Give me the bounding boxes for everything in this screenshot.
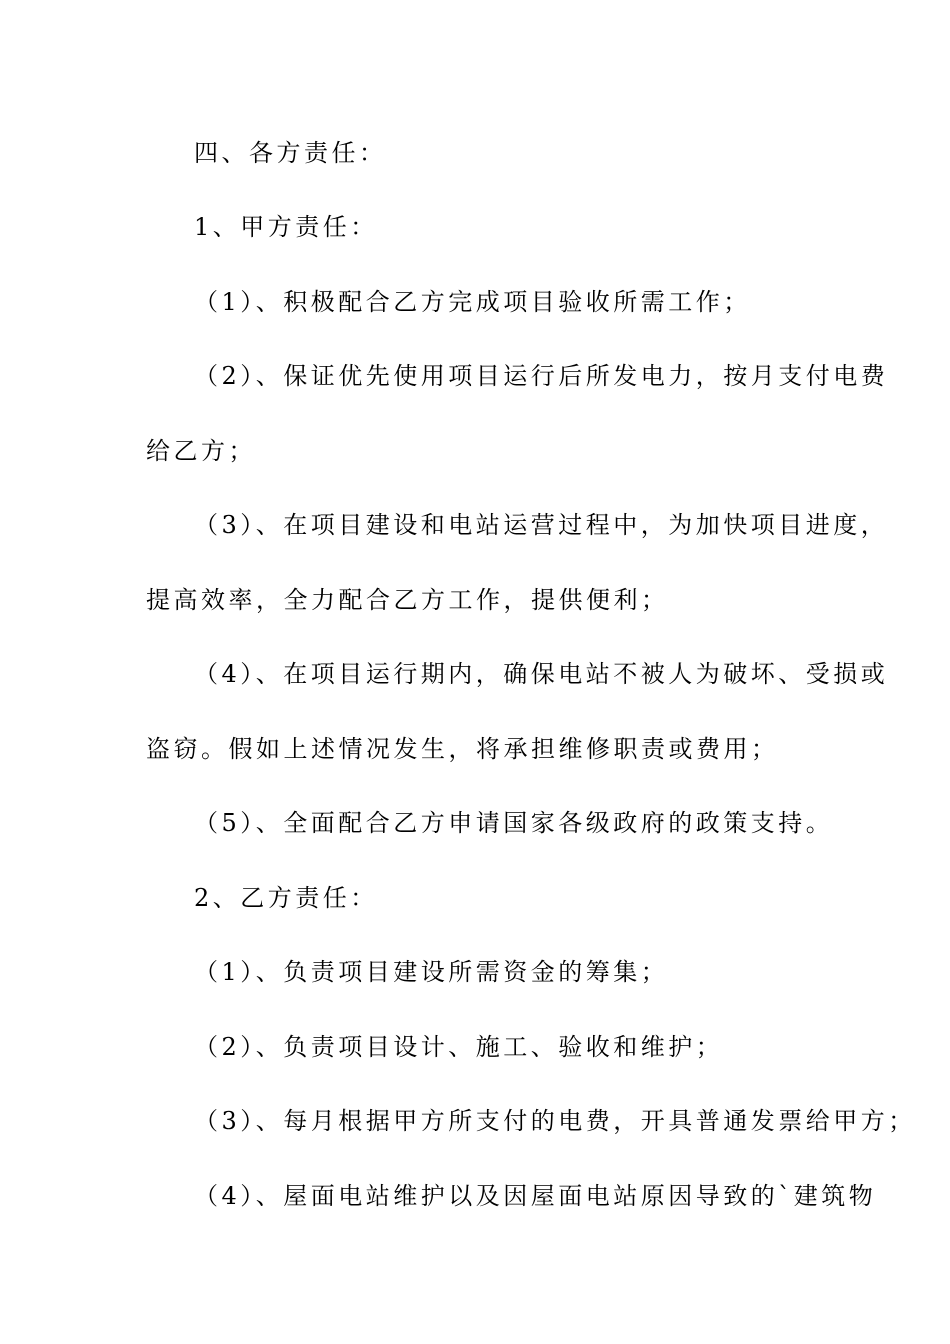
paragraph-line: （2）、保证优先使用项目运行后所发电力，按月支付电费 [194, 362, 889, 390]
paragraph-line: （1）、积极配合乙方完成项目验收所需工作； [194, 288, 751, 316]
paragraph-line: （1）、负责项目建设所需资金的筹集； [194, 958, 669, 986]
paragraph-line: 提高效率，全力配合乙方工作，提供便利； [146, 586, 669, 614]
section-heading: 四、各方责任： [194, 139, 387, 167]
subsection-heading-party-a: 1、甲方责任： [194, 213, 378, 241]
paragraph-line: （3）、在项目建设和电站运营过程中，为加快项目进度， [194, 511, 889, 539]
paragraph-line: （5）、全面配合乙方申请国家各级政府的政策支持。 [194, 809, 834, 837]
paragraph-line: （4）、屋面电站维护以及因屋面电站原因导致的`建筑物 [194, 1182, 877, 1210]
paragraph-line: （3）、每月根据甲方所支付的电费，开具普通发票给甲方； [194, 1107, 916, 1135]
subsection-heading-party-b: 2、乙方责任： [194, 884, 378, 912]
paragraph-line: 给乙方； [146, 437, 256, 465]
paragraph-line: 盗窃。假如上述情况发生，将承担维修职责或费用； [146, 735, 779, 763]
paragraph-line: （4）、在项目运行期内，确保电站不被人为破坏、受损或 [194, 660, 889, 688]
paragraph-line: （2）、负责项目设计、施工、验收和维护； [194, 1033, 724, 1061]
